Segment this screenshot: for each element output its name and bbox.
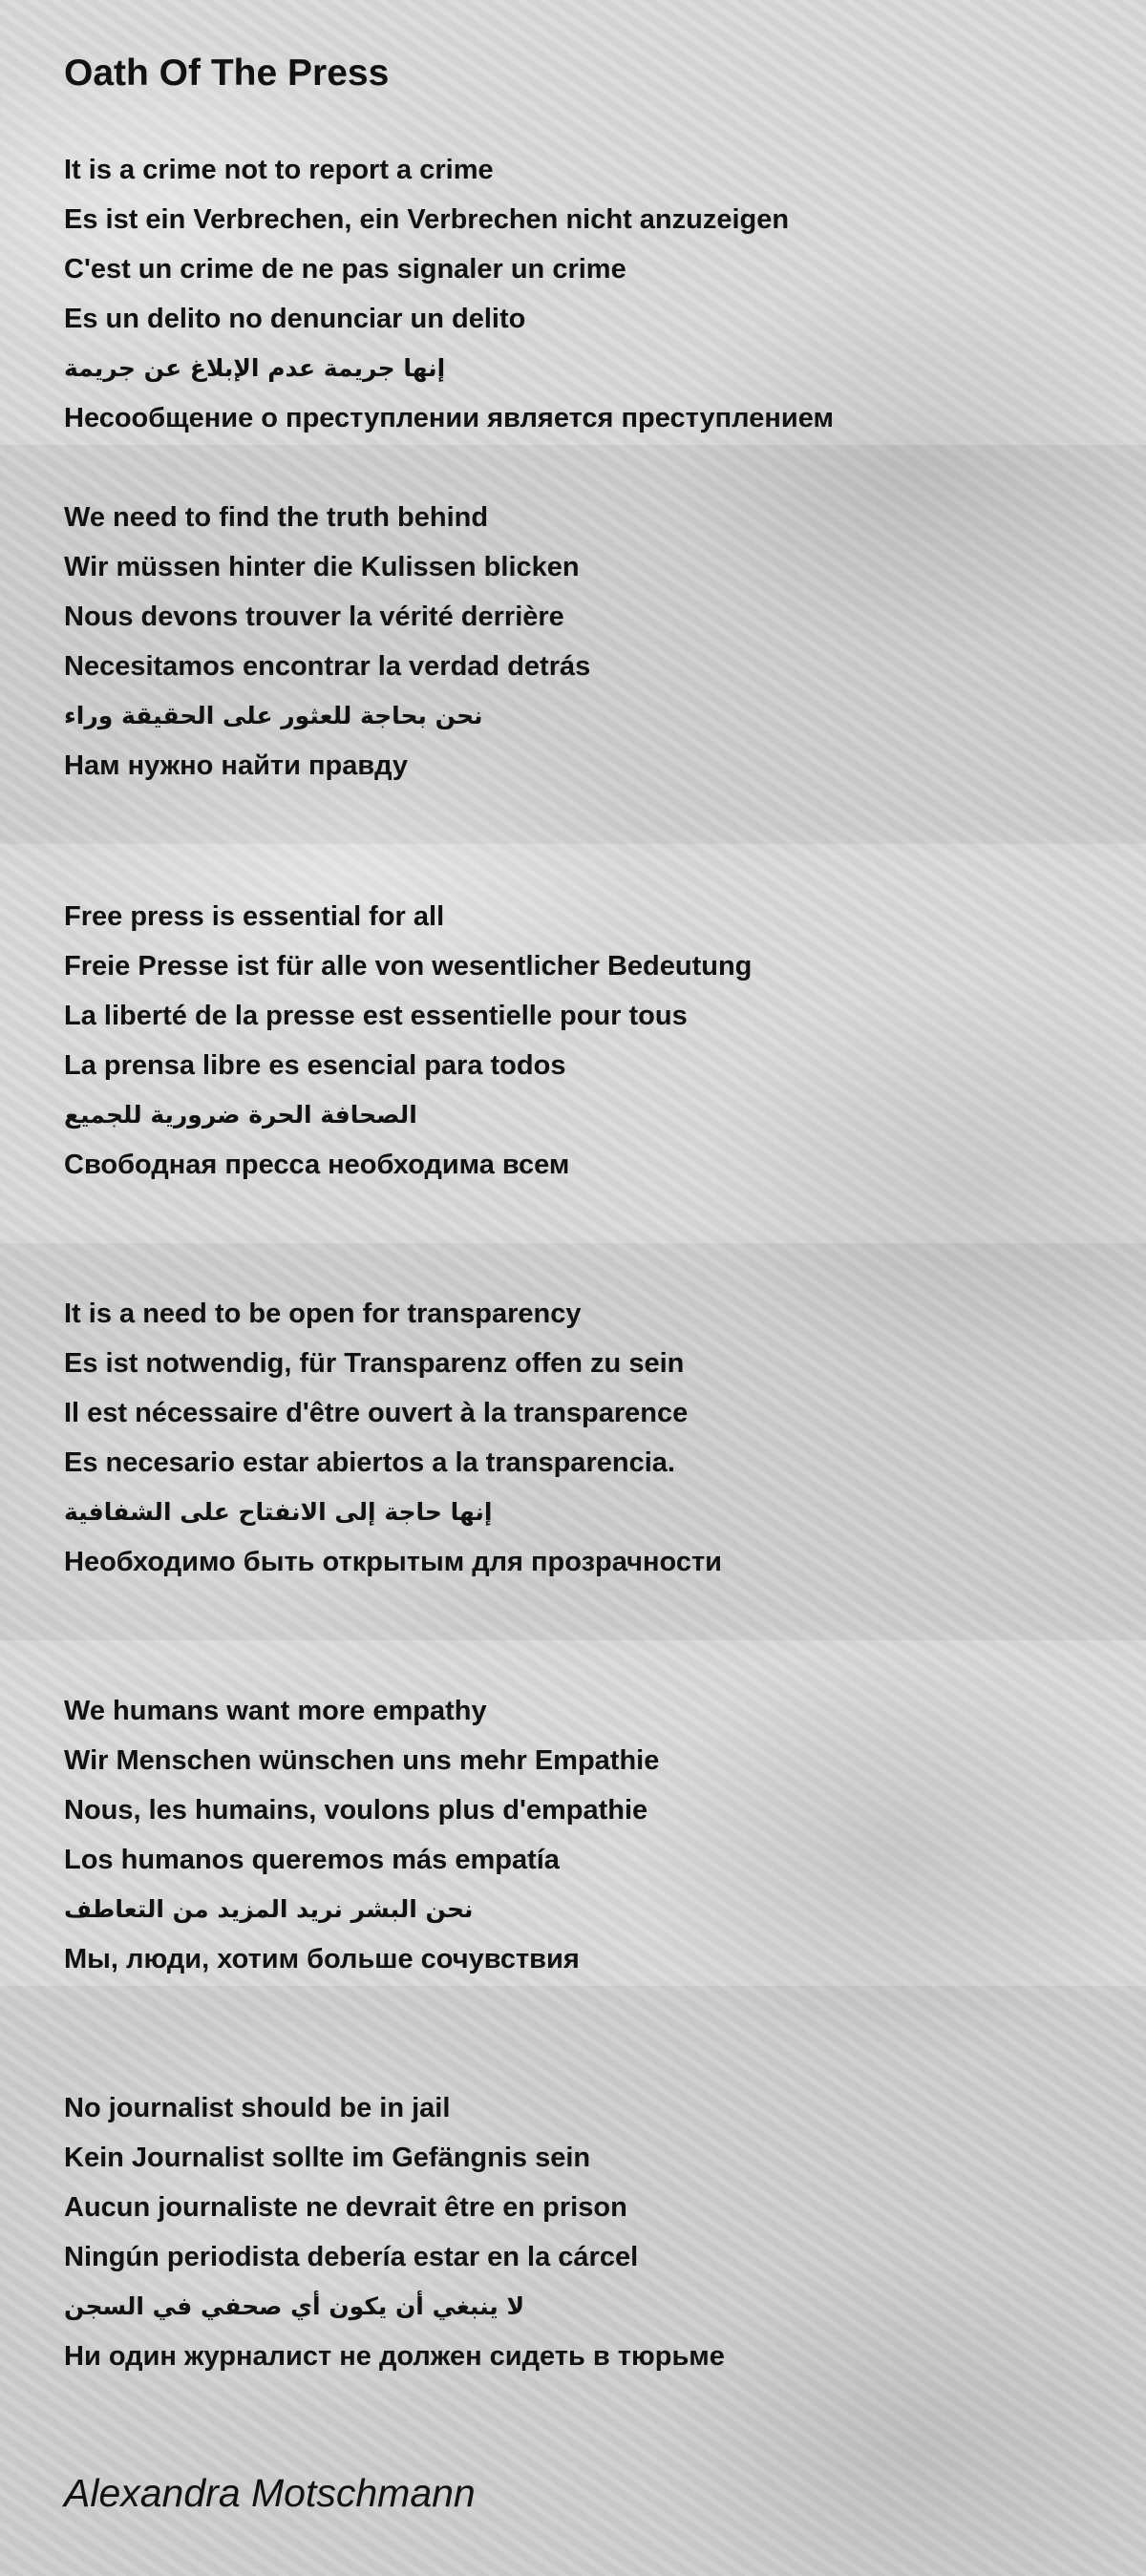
poem-line-fr: Aucun journaliste ne devrait être en prison: [64, 2192, 627, 2223]
poem-author: Alexandra Motschmann: [64, 2471, 476, 2515]
poem-line-ar: [64, 1885, 1095, 1934]
poem-line-ar-text: الصحافة الحرة ضرورية للجميع: [64, 1101, 417, 1129]
poem-line-en: It is a crime not to report a crime: [64, 155, 494, 185]
poem-line-ar: [64, 1488, 1095, 1537]
poem-line-en: It is a need to be open for transparency: [64, 1299, 582, 1329]
poem-title: Oath Of The Press: [64, 53, 390, 94]
poem-line-en: We need to find the truth behind: [64, 502, 489, 533]
stanza-1: [64, 145, 1095, 443]
poem-line-ru: Нам нужно найти правду: [64, 750, 409, 781]
poem-line-ru: Несообщение о преступлении является преступлением: [64, 403, 834, 433]
stanza-3: [64, 892, 1095, 1190]
poem-line-ar: [64, 344, 1095, 393]
poem-line-ar-text: نحن البشر نريد المزيد من التعاطف: [64, 1895, 474, 1923]
poem-line-de: Es ist notwendig, für Transparenz offen zu sein: [64, 1348, 685, 1379]
poem-line-es: La prensa libre es esencial para todos: [64, 1050, 566, 1081]
poem-line-es: Ningún periodista debería estar en la cárcel: [64, 2242, 639, 2272]
poem-line-de: Wir Menschen wünschen uns mehr Empathie: [64, 1745, 660, 1776]
poem-line-ar: [64, 2282, 1095, 2332]
poem-line-fr: Nous devons trouver la vérité derrière: [64, 602, 564, 632]
poem-line-ru: Свободная пресса необходима всем: [64, 1150, 570, 1180]
poem-line-fr: Il est nécessaire d'être ouvert à la transparence: [64, 1398, 689, 1428]
poem-line-es: Los humanos queremos más empatía: [64, 1845, 560, 1875]
poem-line-es: Es necesario estar abiertos a la transparencia.: [64, 1447, 675, 1478]
poem-line-ru: Ни один журналист не должен сидеть в тюрьме: [64, 2341, 725, 2372]
poem-line-es: Necesitamos encontrar la verdad detrás: [64, 651, 591, 682]
poem-line-ar-text: لا ينبغي أن يكون أي صحفي في السجن: [64, 2292, 525, 2320]
poem-line-en: No journalist should be in jail: [64, 2093, 451, 2123]
poem-line-fr: C'est un crime de ne pas signaler un crime: [64, 254, 626, 285]
poem-line-de: Wir müssen hinter die Kulissen blicken: [64, 552, 580, 582]
stanza-4: [64, 1289, 1095, 1587]
poem-line-ru: Мы, люди, хотим больше сочувствия: [64, 1944, 580, 1974]
poem-line-es: Es un delito no denunciar un delito: [64, 304, 526, 334]
poem-line-en: We humans want more empathy: [64, 1696, 487, 1726]
stanza-5: [64, 1686, 1095, 1984]
poem-line-ru: Необходимо быть открытым для прозрачности: [64, 1547, 722, 1577]
poem-line-de: Es ist ein Verbrechen, ein Verbrechen nicht anzuzeigen: [64, 204, 790, 235]
poem-line-fr: Nous, les humains, voulons plus d'empathie: [64, 1795, 648, 1826]
poem-line-ar: [64, 691, 1095, 741]
poem-line-ar-text: إنها جريمة عدم الإبلاغ عن جريمة: [64, 354, 446, 382]
poem-line-fr: La liberté de la presse est essentielle pour tous: [64, 1001, 688, 1031]
poem-line-de: Kein Journalist sollte im Gefängnis sein: [64, 2143, 591, 2173]
poem-line-ar-text: نحن بحاجة للعثور على الحقيقة وراء: [64, 702, 483, 729]
poem: [64, 46, 1095, 2515]
poem-line-ar-text: إنها حاجة إلى الانفتاح على الشفافية: [64, 1498, 493, 1526]
poem-line-ar: [64, 1090, 1095, 1140]
poem-line-en: Free press is essential for all: [64, 901, 445, 932]
poem-line-de: Freie Presse ist für alle von wesentlicher Bedeutung: [64, 951, 753, 982]
stanza-2: [64, 493, 1095, 791]
stanza-6: [64, 2083, 1095, 2381]
